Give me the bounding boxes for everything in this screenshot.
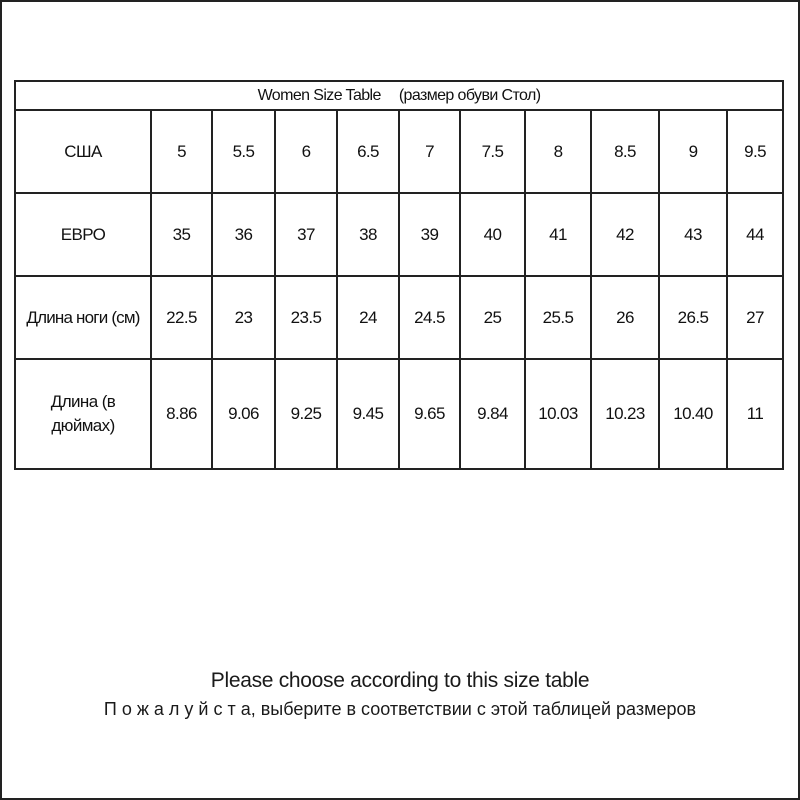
table-cell: 40 xyxy=(460,193,525,276)
table-cell: 43 xyxy=(659,193,727,276)
table-cell: 42 xyxy=(591,193,659,276)
note-russian-spaced: П о ж а л у й с т а xyxy=(103,699,251,719)
table-cell: 25 xyxy=(460,276,525,359)
table-cell: 27 xyxy=(727,276,783,359)
table-cell: 23.5 xyxy=(275,276,337,359)
table-cell: 5 xyxy=(151,110,212,193)
row-label-foot-length-cm: Длина ноги (см) xyxy=(15,276,151,359)
table-cell: 10.23 xyxy=(591,359,659,469)
table-cell: 36 xyxy=(212,193,275,276)
table-cell: 9.84 xyxy=(460,359,525,469)
table-cell: 39 xyxy=(399,193,460,276)
table-row-length-inches xyxy=(15,359,783,469)
table-cell: 22.5 xyxy=(151,276,212,359)
table-cell: 7 xyxy=(399,110,460,193)
table-cell: 24.5 xyxy=(399,276,460,359)
table-title-ru: (размер обуви Стол) xyxy=(398,86,541,104)
size-table xyxy=(14,80,784,470)
table-cell: 10.40 xyxy=(659,359,727,469)
table-cell: 8.86 xyxy=(151,359,212,469)
table-title-en: Women Size Table xyxy=(257,86,381,104)
table-cell: 24 xyxy=(337,276,399,359)
table-title-row xyxy=(15,81,783,110)
table-cell: 10.03 xyxy=(525,359,591,469)
table-cell: 9.45 xyxy=(337,359,399,469)
table-cell: 9.25 xyxy=(275,359,337,469)
table-cell: 7.5 xyxy=(460,110,525,193)
row-label-length-inches: Длина (в дюймах) xyxy=(15,359,151,469)
table-cell: 9 xyxy=(659,110,727,193)
table-cell: 35 xyxy=(151,193,212,276)
row-label-euro: ЕВРО xyxy=(15,193,151,276)
table-cell: 9.5 xyxy=(727,110,783,193)
table-cell: 8 xyxy=(525,110,591,193)
table-cell: 9.06 xyxy=(212,359,275,469)
note-russian-rest: , выберите в соответствии с этой таблицей размеров xyxy=(250,699,697,719)
table-cell: 23 xyxy=(212,276,275,359)
table-cell: 8.5 xyxy=(591,110,659,193)
table-cell: 38 xyxy=(337,193,399,276)
table-cell: 37 xyxy=(275,193,337,276)
table-row-euro xyxy=(15,193,783,276)
table-cell: 6 xyxy=(275,110,337,193)
note-russian xyxy=(0,699,800,720)
table-cell: 41 xyxy=(525,193,591,276)
note-english: Please choose according to this size table xyxy=(210,669,590,692)
table-row-usa xyxy=(15,110,783,193)
table-cell: 9.65 xyxy=(399,359,460,469)
table-title xyxy=(15,81,783,110)
table-cell: 44 xyxy=(727,193,783,276)
table-cell: 11 xyxy=(727,359,783,469)
table-cell: 25.5 xyxy=(525,276,591,359)
table-cell: 6.5 xyxy=(337,110,399,193)
table-row-foot-length-cm xyxy=(15,276,783,359)
table-cell: 26.5 xyxy=(659,276,727,359)
table-cell: 5.5 xyxy=(212,110,275,193)
table-cell: 26 xyxy=(591,276,659,359)
row-label-usa: США xyxy=(15,110,151,193)
